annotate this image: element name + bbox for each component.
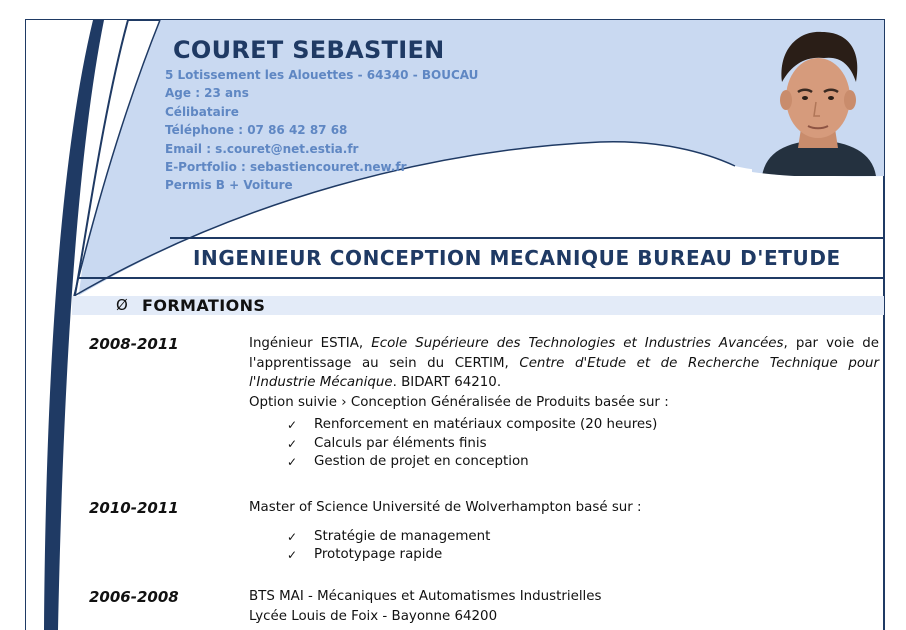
entry-body [249,334,879,471]
entry-body [249,498,879,564]
section-title-formations: FORMATIONS [142,296,266,315]
entry-items [249,528,879,564]
list-item-text: Calculs par éléments finis [314,435,487,451]
entry-dates: 2010-2011 [89,499,179,517]
contact-status: Célibataire [165,104,239,119]
list-item [249,528,879,546]
entry-description: BTS MAI - Mécaniques et Automatismes Industrielles [249,589,602,604]
check-icon: ✓ [287,529,298,544]
list-item [249,435,879,453]
contact-licence: Permis B + Voiture [165,178,293,193]
entry-items [249,416,879,471]
entry-text: Ingénieur ESTIA, [249,336,372,351]
profile-photo [752,20,884,176]
entry-text: . BIDART 64210. [392,375,502,391]
candidate-name: COURET SEBASTIEN [173,36,445,64]
section-bullet: Ø [116,296,128,314]
list-item [249,546,879,564]
job-title: INGENIEUR CONCEPTION MECANIQUE BUREAU D'ETUDE [193,246,841,270]
contact-portfolio[interactable]: E-Portfolio : sebastiencouret.new.fr [165,159,407,174]
entry-school: Lycée Louis de Foix - Bayonne 64200 [249,608,498,624]
check-icon: ✓ [287,418,298,433]
list-item [249,453,879,471]
contact-email[interactable]: Email : s.couret@net.estia.fr [165,141,359,156]
list-item [249,416,879,434]
entry-dates: 2006-2008 [89,588,179,606]
contact-age: Age : 23 ans [165,86,249,101]
list-item-text: Prototypage rapide [314,546,443,562]
entry-description [249,334,879,393]
contact-address: 5 Lotissement les Alouettes - 64340 - BOUCAU [165,68,479,82]
entry-option: Option suivie › Conception Généralisée de Produits basée sur : [249,394,669,410]
check-icon: ✓ [287,547,298,562]
entry-school-fullname: Ecole Supérieure des Technologies et Industries Avancées [371,336,784,351]
list-item-text: Gestion de projet en conception [314,453,529,469]
entry-dates: 2008-2011 [89,335,179,353]
contact-details [165,66,478,195]
entry-center-fullname: Centre d'Etude et de Recherche Technique pour l'Industrie Mécanique [249,355,880,391]
list-item-text: Renforcement en matériaux composite (20 heures) [314,417,658,433]
entry-description: Master of Science Université de Wolverhampton basé sur : [249,500,642,515]
list-item-text: Stratégie de management [314,528,491,544]
entry-body [249,587,879,626]
contact-phone: Téléphone : 07 86 42 87 68 [165,123,348,138]
check-icon: ✓ [287,436,298,451]
check-icon: ✓ [287,454,298,469]
entry-text: , par voie de l'apprentissage au sein du CERTIM, [249,336,879,371]
